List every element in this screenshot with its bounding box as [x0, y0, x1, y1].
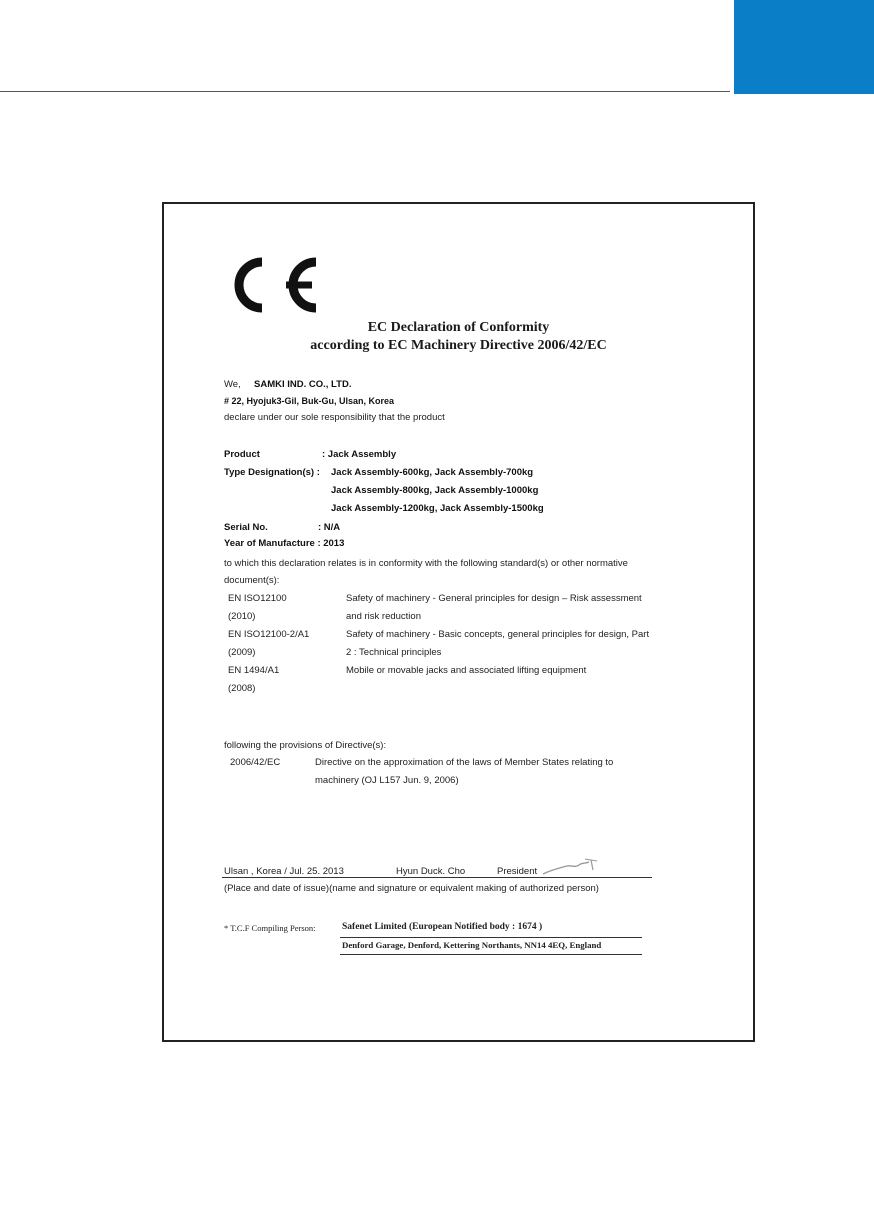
standard-desc: Mobile or movable jacks and associated lifting equipment [346, 665, 587, 676]
tcf-rule [340, 954, 642, 955]
directive-code: 2006/42/EC [230, 757, 281, 768]
type-value: Jack Assembly-600kg, Jack Assembly-700kg [331, 467, 534, 478]
standard-year: (2009) [228, 647, 256, 658]
issue-caption: (Place and date of issue)(name and signature or equivalent making of authorized person) [224, 883, 599, 894]
tcf-name: Safenet Limited (European Notified body : 1674 ) [342, 922, 543, 932]
company-address: # 22, Hyojuk3-Gil, Buk-Gu, Ulsan, Korea [224, 396, 395, 406]
tcf-address: Denford Garage, Denford, Kettering Northants, NN14 4EQ, England [342, 940, 602, 950]
declaration-document [162, 202, 755, 1042]
header-rule [0, 91, 730, 92]
standard-desc: and risk reduction [346, 611, 421, 622]
type-value: Jack Assembly-1200kg, Jack Assembly-1500kg [331, 503, 544, 514]
directive-desc: machinery (OJ L157 Jun. 9, 2006) [315, 775, 459, 786]
provisions-text: following the provisions of Directive(s): [224, 740, 387, 751]
corner-tab [734, 0, 874, 94]
signature-image [541, 856, 601, 878]
we-prefix: We, [224, 379, 241, 390]
place-date: Ulsan , Korea / Jul. 25. 2013 [224, 866, 344, 877]
conformity-text: to which this declaration relates is in conformity with the following standard(s) or other normative [224, 558, 628, 569]
conformity-text: document(s): [224, 575, 280, 586]
ce-mark-logo [222, 256, 322, 314]
signer-title: President [497, 866, 538, 877]
type-label: Type Designation(s) : [224, 467, 320, 478]
type-value: Jack Assembly-800kg, Jack Assembly-1000kg [331, 485, 539, 496]
serial-label: Serial No. [224, 522, 268, 533]
signature-rule [222, 877, 652, 878]
tcf-rule [340, 937, 642, 938]
standard-year: (2008) [228, 683, 256, 694]
company-name: SAMKI IND. CO., LTD. [254, 379, 352, 390]
directive-desc: Directive on the approximation of the laws of Member States relating to [315, 757, 614, 768]
declare-text: declare under our sole responsibility that the product [224, 412, 445, 423]
signer-name: Hyun Duck. Cho [396, 866, 466, 877]
standard-desc: 2 : Technical principles [346, 647, 442, 658]
standard-code: EN ISO12100 [228, 593, 287, 604]
standard-desc: Safety of machinery - Basic concepts, general principles for design, Part [346, 629, 650, 640]
standard-year: (2010) [228, 611, 256, 622]
tcf-label: * T.C.F Compiling Person: [224, 923, 316, 933]
standard-desc: Safety of machinery - General principles for design – Risk assessment [346, 593, 642, 604]
product-label: Product [224, 449, 260, 460]
document-subtitle: according to EC Machinery Directive 2006/42/EC [310, 338, 607, 353]
document-title: EC Declaration of Conformity [367, 320, 550, 335]
product-value: : Jack Assembly [322, 449, 397, 460]
serial-value: : N/A [318, 522, 341, 533]
year-label: Year of Manufacture : 2013 [224, 538, 345, 549]
standard-code: EN ISO12100-2/A1 [228, 629, 310, 640]
standard-code: EN 1494/A1 [228, 665, 280, 676]
